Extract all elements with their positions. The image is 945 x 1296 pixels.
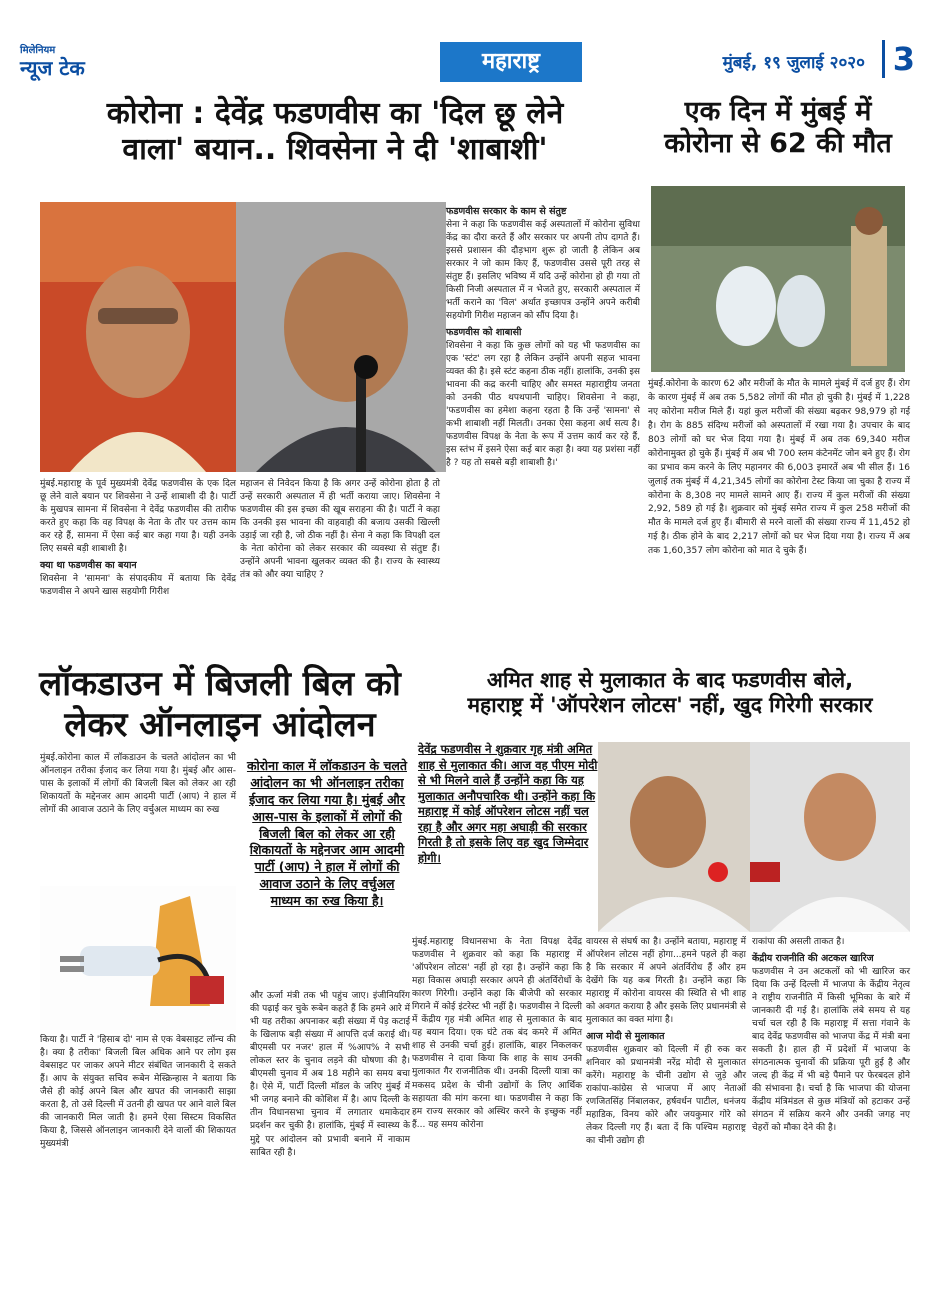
story1-body-col1: मुंबई.महाराष्ट्र के पूर्व मुख्यमंत्री देवेंद्र फडणवीस के एक दिल छू लेने वाले बयान पर शिवसेना ने उन्हें शाबाशी दी है। पार्टी के मुखपत्र सामना में शिवसेना ने देवेंद्र फडणवीस की तारीफ करते हुए कहा कि वह विपक्ष के नेता के तौर पर उत्तम काम कर रहे हैं, सामना में ऐसा कई बार कहा गया है। यही उनके लिए सबसे बड़ी शाबाशी है। (40, 479, 236, 555)
story1-body-col2: महाजन से निवेदन किया है कि अगर उन्हें कोरोना होता है तो उन्हें सरकारी अस्पताल में ही भर्ती कराया जाए। शिवसेना ने फडणवीस की इस इच्छा की खूब सराहना की है। पार्टी ने कहा कि उनकी इस भावना की वाहवाही की बजाय उसकी खिल्ली उड़ाई जा रही है, जो ठीक नहीं है। सेना ने कहा कि विपक्षी दल के नेता कोरोना को लेकर सरकार की व्यवस्था से संतुष्ट हैं। उन्होंने अपनी भावना खुलकर व्यक्त की है। राज्य के स्वास्थ्य तंत्र को और क्या चाहिए ? (240, 479, 440, 581)
story4-col3 (752, 936, 910, 1135)
story1-headline-line1: कोरोना : देवेंद्र फडणवीस का 'दिल छू लेने (106, 96, 564, 131)
story3-body-col1: किया है। पार्टी ने 'हिसाब दो' नाम से एक वेबसाइट लॉन्च की है। क्या है तरीका' बिजली बिल अधिक आने पर लोग इस वेबसाइट पर जाकर अपने मीटर संबंधित जानकारी दे सकते हैं। आप के संयुक्त सचिव रूबेन मेस्क्रिन्हास ने बताया कि जैसे ही कोई अपने बिल और खपत की जानकारी साझा करता है, तो उसे दिल्ली में उतनी ही खपत पर आने वाले बिल की जानकारी मिल जाती है। हमने ऐसा सिस्टम विकसित किया है, जिससे ऑनलाइन जानकारी देने वालों की शिकायत मुख्यमंत्री (40, 1035, 236, 1150)
story3-col1 (40, 1034, 236, 1151)
story3-callout-text: कोरोना काल में लॉकडाउन के चलते आंदोलन का भी ऑनलाइन तरीका ईजाद कर लिया गया है। मुंबई और आस-पास के इलाकों में लोगों की बिजली बिल को लेकर आ रही शिकायतों के मद्देनजर आम आदमी पार्टी (आप) ने हाल में लोगों की आवाज उठाने के लिए वर्चुअल माध्यम का रुख किया है। (246, 758, 408, 908)
story4-body-col1: मुंबई.महाराष्ट्र विधानसभा के नेता विपक्ष देवेंद्र फडणवीस ने शुक्रवार को कहा कि महाराष्ट्र में 'ऑपरेशन लोटस' नहीं हो रहा है। उन्होंने कहा कि महा विकास अघाड़ी सरकार अपने ही अंतर्विरोधों के कारण गिरेगी। उन्होंने कहा कि बीजेपी को सरकार गिराने में कोई इंटरेस्ट भी नहीं है। फडणवीस ने दिल्ली में केंद्रीय गृह मंत्री अमित शाह से मुलाकात के बाद यह बयान दिया। एक घंटे तक बंद कमरे में अमित शाह से उनकी चर्चा हुई। हालांकि, बाहर निकलकर फडणवीस ने दावा किया कि शाह के साथ उनकी मुलाकात गैर राजनीतिक थी। उनकी दिल्ली यात्रा का मकसद प्रदेश के चीनी उद्योगों के लिए आर्थिक सहायता की मांग करना था। फडणवीस ने कहा कि हम राज्य सरकार को अस्थिर करने के इच्छुक नहीं हैं... यह समय कोरोना (412, 937, 582, 1130)
story1-body-col3b: शिवसेना ने कहा कि कुछ लोगों को यह भी फडणवीस का एक 'स्टंट' लग रहा है लेकिन उन्होंने अपनी सहज भावना व्यक्त की है। इसे स्टंट कहना ठीक नहीं। हालांकि, उनकी इस भावना की कद्र करनी चाहिए और समस्त महाराष्ट्रीय जनता को उनकी पीठ थपथपानी चाहिए। शिवसेना ने कहा, 'फडणवीस का हमेशा कहना रहता है कि उन्हें 'सामना' से कभी शाबाशी नहीं मिलती। उनका ऐसा कहना अर्ध सत्य है। फडणवीस विपक्ष के नेता के रूप में उत्तम कार्य कर रहे हैं, इस स्तंभ में इसने ऐसा कई बार कहा है। क्या यह प्रशंसा नहीं है ? यह तो सबसे बड़ी शाबाशी है।' (446, 340, 640, 469)
story4-headline-line2: महाराष्ट्र में 'ऑपरेशन लोटस' नहीं, खुद गिरेगी सरकार (467, 693, 873, 718)
story1-subhead3: फडणवीस को शाबासी (446, 327, 522, 339)
story4-body-col3b: फडणवीस ने उन अटकलों को भी खारिज कर दिया कि उन्हें दिल्ली में भाजपा के केंद्रीय नेतृत्व ने राष्ट्रीय राजनीति में किसी भूमिका के बारे में जानकारी दी गई है। हालांकि लंबे समय से यह चर्चा चल रही है कि महाराष्ट्र में सत्ता गंवाने के बाद देवेंद्र फडणवीस को भाजपा केंद्र में मंत्री बना सकती है। हाल ही में प्रदेशों में भाजपा के संगठनात्मक चुनावों की प्रक्रिया पूरी हुई है और जल्द ही केंद्र में भी बड़े पैमाने पर फेरबदल होने की संभावना है। चर्चा है कि भाजपा की योजना केंद्रीय मंत्रिमंडल से कुछ मंत्रियों को हटाकर उन्हें संगठन में सक्रिय करने और उनकी जगह नए चेहरों को मौका देने की है। (752, 966, 910, 1134)
story2-body-text: मुंबई.कोरोना के कारण 62 और मरीजों के मौत के मामले मुंबई में दर्ज हुए हैं। रोग के कारण मुंबई में अब तक 5,582 लोगों की मौत हो चुकी है। मुंबई में 1,228 नए कोरोना मरीज मिले हैं। यहां कुल मरीजों की संख्या बढ़कर 98,979 हो गई है। रोग के 885 संदिग्ध मरीजों को अस्पतालों में रखा गया है। उपचार के बाद 803 लोगों को घर भेज दिया गया है। मुंबई में अब तक 69,340 मरीज कोरोनामुक्त हो चुके हैं। मुंबई में अब भी 700 स्लम कंटेनमेंट जोन बने हुए हैं। रोग का प्रभाव कम करने के लिए महानगर की 6,003 इमारतें अब भी सील हैं। 16 जुलाई तक मुंबई में 4,21,345 लोगों का कोरोना टेस्ट किया जा चुका है राज्य में कोरोना के 8,308 नए मामले सामने आए हैं। राज्य में कुल मरीजों की संख्या 2,92, 589 हो गई है। शुक्रवार को मुंबई समेत राज्य में कुल 258 मरीजों की मौत के मामले दर्ज हुए हैं। बीमारी से मरने वालों की संख्या राज्य में 11,452 हो गई है। ठीक होने के बाद 2,217 लोगों को घर भेज दिया गया है। राज्य में अब तक 1,60,357 लोग कोरोना को मात दे चुके हैं। (648, 379, 910, 557)
story4-col2 (586, 936, 746, 1148)
story4-body-col2: वायरस से संघर्ष का है। उन्होंने बताया, महाराष्ट्र में ऑपरेशन लोटस नहीं होगा...हमने पहले ही कहा है कि सरकार में अपने अंतर्विरोध हैं और हम देखेंगे कि यह कब गिरती है। उन्होंने कहा कि महाराष्ट्र में कोरोना वायरस की स्थिति से भी शाह को अवगत कराया है और इसके लिए प्रधानमंत्री से मुलाकात का वक्त मांगा है। (586, 937, 746, 1026)
story1-col1 (40, 478, 236, 599)
masthead (0, 30, 945, 84)
electric-plug-illustration (40, 886, 236, 1030)
story1-headline (45, 96, 625, 168)
story3-headline (30, 664, 410, 746)
story4-body-col3: राकांपा की असली ताकत है। (752, 937, 845, 947)
uddhav-press-photo (750, 742, 910, 932)
story3-col2 (250, 990, 410, 1160)
story1-body-col1b: शिवसेना ने 'सामना' के संपादकीय में बताया कि देवेंद्र फडणवीस ने अपने खास सहयोगी गिरीश (40, 574, 236, 598)
brand-name: न्यूज टेक (20, 56, 85, 80)
fadnavis-photo (236, 202, 446, 472)
story2-body (648, 378, 910, 559)
story4-headline-line1: अमित शाह से मुलाकात के बाद फडणवीस बोले, (486, 668, 854, 692)
story1-body-col3: सेना ने कहा कि फडणवीस कई अस्पतालों में कोरोना सुविधा केंद्र का दौरा करते हैं और सरकार पर अपनी तोप दागते हैं। इससे प्रशासन की दौड़भाग शुरू हो जाती है लेकिन अब सरकार ने जो काम किए हैं, फडणवीस उससे पूरी तरह से संतुष्ट हैं। इसलिए भविष्य में यदि उन्हें कोरोना हो ही गया तो किसी निजी अस्पताल में न भेजते हुए, सरकारी अस्पताल में भर्ती कराने का 'विल' अर्थात इच्छापत्र उन्होंने अपने करीबी सहयोगी गिरीश महाजन को सौंप दिया है। (446, 219, 640, 322)
story4-body-col2b: फडणवीस शुक्रवार को दिल्ली में ही रुक कर शनिवार को प्रधानमंत्री नरेंद्र मोदी से मुलाकात करेंगे। महाराष्ट्र के चीनी उद्योग से जुड़े और राकांपा-कांग्रेस से भाजपा में आए नेताओं रणजितसिंह निंबालकर, हर्षवर्धन पाटील, धनंजय महाडिक, विनय कोरे और जयकुमार गोरे को लेकर दिल्ली गए हैं। बता दें कि पश्चिम महाराष्ट्र का चीनी उद्योग ही (586, 1045, 746, 1147)
story4-callout (418, 742, 600, 866)
section-title: महाराष्ट्र (440, 42, 582, 82)
dateline: मुंबई, १९ जुलाई २०२० (722, 53, 865, 73)
story4-col1 (412, 936, 582, 1132)
story2-headline (648, 96, 908, 161)
story1-col3 (446, 202, 640, 470)
fadnavis-press-photo (598, 742, 750, 932)
uddhav-photo (40, 202, 236, 472)
story3-body-top: मुंबई.कोरोना काल में लॉकडाउन के चलते आंदोलन का भी ऑनलाइन तरीका ईजाद कर लिया गया है। मुंबई और आस-पास के इलाकों में लोगों की बिजली बिल को लेकर आ रही शिकायतों के मद्देनजर आम आदमी पार्टी (आप) ने हाल में लोगों की आवाज उठाने के लिए वर्चुअल माध्यम का रुख (40, 753, 236, 816)
story4-subhead2: केंद्रीय राजनीति की अटकल खारिज (752, 953, 874, 965)
story3-headline-line2: लेकर ऑनलाइन आंदोलन (64, 704, 376, 745)
story4-headline (420, 668, 920, 718)
story3-callout (244, 758, 410, 910)
story4-callout-text: देवेंद्र फडणवीस ने शुक्रवार गृह मंत्री अमित शाह से मुलाकात की। आज वह पीएम मोदी से भी मिलने वाले हैं उन्होंने कहा कि यह मुलाकात अनौपचारिक थी। उन्होंने कहा कि महाराष्ट्र में कोई ऑपरेशन लोटस नहीं चल रहा है और अगर महा अघाड़ी की सरकार गिरती है तो इसके लिए वह खुद जिम्मेदार होगी। (418, 742, 598, 865)
page-number: 3 (882, 40, 915, 78)
story1-subhead1: क्या था फडणवीस का बयान (40, 560, 137, 572)
covid-testing-photo (651, 186, 905, 372)
brand-tagline: मिलेनियम (20, 45, 56, 56)
story4-subhead: आज मोदी से मुलाकात (586, 1031, 665, 1043)
story2-headline-line1: एक दिन में मुंबई में (684, 96, 872, 127)
story3-lead (40, 752, 236, 817)
story1-subhead2: फडणवीस सरकार के काम से संतुष्ट (446, 206, 567, 217)
story3-body-col2: और ऊर्जा मंत्री तक भी पहुंच जाए। इंजीनियरिंग की पढ़ाई कर चुके रूबेन कहते हैं कि हमने आरे में भी यह तरीका अपनाकर बड़ी संख्या में पेड़ कटाई के खिलाफ बड़ी संख्या में आपत्ति दर्ज कराई थी। बीएमसी पर नजर' हाल में %आप% ने सभी लोकल स्तर के चुनाव लड़ने की घोषणा की है। बीएमसी चुनाव में अब 18 महीने का समय बचा है। ऐसे में, पार्टी दिल्ली मॉडल के जरिए मुंबई में भी जगह बनाने की कोशिश में है। आप दिल्ली के तीन विधानसभा चुनाव में लगातार धमाकेदार प्रदर्शन कर चुकी है। हालांकि, मुंबई में स्वास्थ्य के मुद्दे पर आंदोलन को प्रभावी बनाने में नाकाम साबित रही है। (250, 991, 410, 1158)
story1-col2 (240, 478, 440, 582)
story3-headline-line1: लॉकडाउन में बिजली बिल को (39, 664, 401, 704)
story1-headline-line2: वाला' बयान.. शिवसेना ने दी 'शाबाशी' (122, 132, 548, 167)
story2-headline-line2: कोरोना से 62 की मौत (664, 128, 892, 160)
